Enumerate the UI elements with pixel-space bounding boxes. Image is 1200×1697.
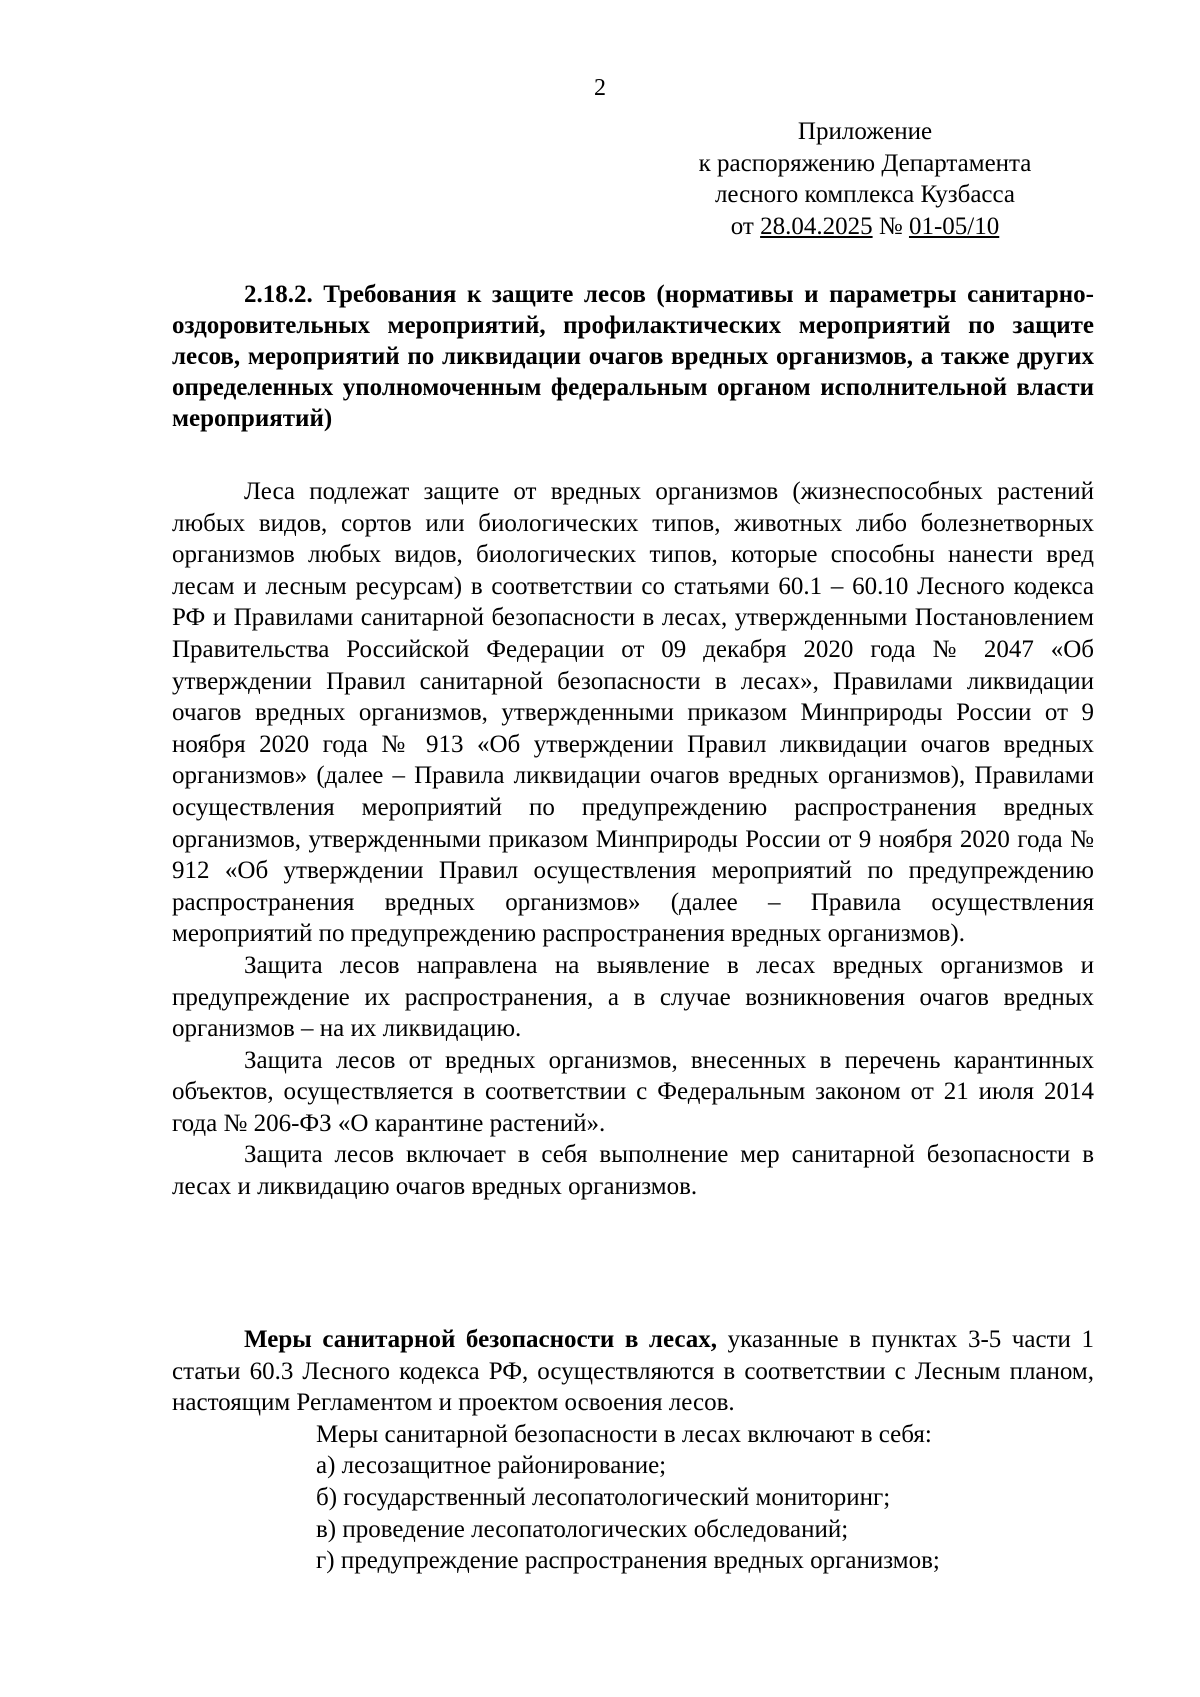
appendix-department: лесного комплекса Кузбасса <box>714 181 1016 208</box>
paragraph: Защита лесов направлена на выявление в лесах вредных организмов и предупреждение их распространения, а в случае возникновения очагов вредных организмов – на их ликвидацию. <box>172 951 1094 1043</box>
page-number: 2 <box>594 75 606 101</box>
list-item: б) государственный лесопатологический мониторинг; <box>316 1483 891 1511</box>
number-prefix: № <box>872 212 909 240</box>
paragraph: Леса подлежат защите от вредных организмов (жизнеспособных растений любых видов, сортов или биологических типов, животных либо болезнетворных организмов любых видов, биологических типов, которые способны нанести вред лесам и лесным ресурсам) в соответствии со статьями 60.1 – 60.10 Лесного кодекса РФ и Правилами санитарной безопасности в лесах, утвержденными Постановлением Правительства Российской Федерации от 09 декабря 2020 года № 2047 «Об утверждении Правил санитарной безопасности в лесах», Правилами ликвидации очагов вредных организмов, утвержденными приказом Минприроды России от 9 ноября 2020 года № 913 «Об утверждении Правил ликвидации очагов вредных организмов» (далее – Правила ликвидации очагов вредных организмов), Правилами осуществления мероприятий по предупреждению распространения вредных организмов, утвержденными приказом Минприроды России от 9 ноября 2020 года № 912 «Об утверждении Правил осуществления мероприятий по предупреждению распространения вредных организмов» (далее – Правила осуществления мероприятий по предупреждению распространения вредных организмов). <box>172 478 1094 948</box>
measures-paragraph <box>172 1324 1094 1419</box>
paragraph: Защита лесов от вредных организмов, внесенных в перечень карантинных объектов, осуществляется в соответствии с Федеральным законом от 21 июля 2014 года № 206-ФЗ «О карантине растений». <box>172 1046 1094 1137</box>
appendix-date-line <box>660 211 1070 243</box>
list-item: г) предупреждение распространения вредных организмов; <box>316 1547 940 1575</box>
paragraph: Защита лесов включает в себя выполнение мер санитарной безопасности в лесах и ликвидацию очагов вредных организмов. <box>172 1141 1094 1201</box>
measures-text: указанные в пунктах 3-5 части 1 статьи 60.3 Лесного кодекса РФ, осуществляются в соответствии с Лесным планом, настоящим Регламентом и проектом освоения лесов. <box>172 1326 1094 1417</box>
appendix-date: 28.04.2025 <box>760 212 873 240</box>
list-item: а) лесозащитное районирование; <box>316 1452 667 1480</box>
date-prefix: от <box>730 212 761 240</box>
appendix-header <box>660 116 1070 242</box>
list-item: в) проведение лесопатологических обследований; <box>316 1515 849 1543</box>
body-paragraphs <box>172 476 1094 1203</box>
appendix-reference: к распоряжению Департамента <box>698 149 1032 177</box>
list-intro: Меры санитарной безопасности в лесах включают в себя: <box>316 1420 932 1448</box>
measures-list <box>172 1419 1094 1577</box>
measures-lead: Меры санитарной безопасности в лесах, <box>244 1326 717 1353</box>
measures-section <box>172 1324 1094 1577</box>
appendix-number: 01-05/10 <box>908 212 1000 240</box>
section-title: 2.18.2. Требования к защите лесов (нормативы и параметры санитарно-оздоровительных мероприятий, профилактических мероприятий по защите лесов, мероприятий по ликвидации очагов вредных организмов, а также других определенных уполномоченным федеральным органом исполнительной власти мероприятий) <box>172 281 1094 432</box>
appendix-title: Приложение <box>797 118 933 145</box>
